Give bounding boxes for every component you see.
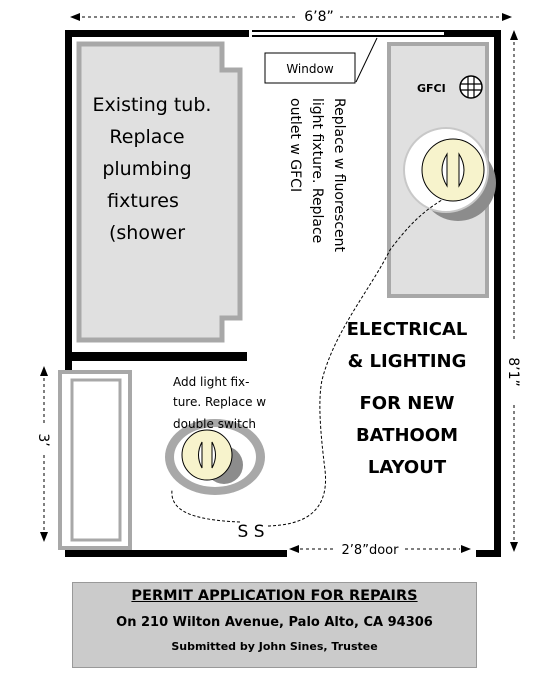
- top-dimension-label: 6’8”: [304, 9, 334, 25]
- permit-title: PERMIT APPLICATION FOR REPAIRS: [131, 588, 418, 604]
- tub-note-line-1: Existing tub.: [92, 94, 212, 116]
- window: [265, 53, 355, 83]
- heading-line-1: ELECTRICAL: [346, 319, 468, 340]
- window-leader-line: [356, 38, 377, 82]
- permit-title-box: [72, 582, 477, 668]
- window-label: Window: [286, 62, 334, 76]
- fluorescent-note: [287, 98, 347, 253]
- fluorescent-note-line-3: outlet w GFCI: [287, 98, 303, 193]
- left-light-icon: [182, 430, 232, 480]
- plan-heading: [347, 319, 468, 478]
- heading-line-4: BATHOOM: [355, 425, 459, 446]
- right-dimension-label: 8’1”: [505, 357, 521, 387]
- heading-line-5: LAYOUT: [367, 457, 447, 478]
- gfci-label: GFCI: [417, 82, 446, 95]
- light-note-line-1: Add light fix-: [173, 375, 250, 389]
- toilet-fixture: [60, 372, 130, 548]
- left-dimension: [35, 366, 51, 542]
- fluorescent-note-line-2: light fixture. Replace: [309, 98, 325, 244]
- permit-address: On 210 Wilton Avenue, Palo Alto, CA 94306: [116, 615, 433, 630]
- heading-line-3: FOR NEW: [359, 393, 455, 414]
- top-dimension: [70, 9, 512, 25]
- left-dimension-label: 3’: [35, 433, 51, 447]
- tub-note-line-2: Replace: [109, 126, 185, 148]
- right-light-icon: [422, 139, 484, 201]
- permit-submitted-by: Submitted by John Sines, Trustee: [171, 640, 378, 653]
- right-dimension: [505, 30, 521, 552]
- tub-note-line-5: (shower: [108, 222, 186, 244]
- light-note-line-2: ture. Replace w: [173, 395, 267, 409]
- door-dimension-label: 2’8”door: [341, 543, 399, 558]
- fluorescent-note-line-1: Replace w fluorescent: [331, 98, 347, 253]
- light-note: [173, 375, 266, 431]
- heading-line-2: & LIGHTING: [347, 351, 467, 372]
- double-switch-symbol: S S: [237, 522, 265, 542]
- tub-note-line-3: plumbing: [102, 158, 192, 180]
- door-dimension: [289, 543, 471, 558]
- light-note-line-3: double switch: [173, 417, 257, 431]
- gfci-outlet-icon: [460, 76, 482, 98]
- tub-note-line-4: fixtures: [107, 190, 179, 212]
